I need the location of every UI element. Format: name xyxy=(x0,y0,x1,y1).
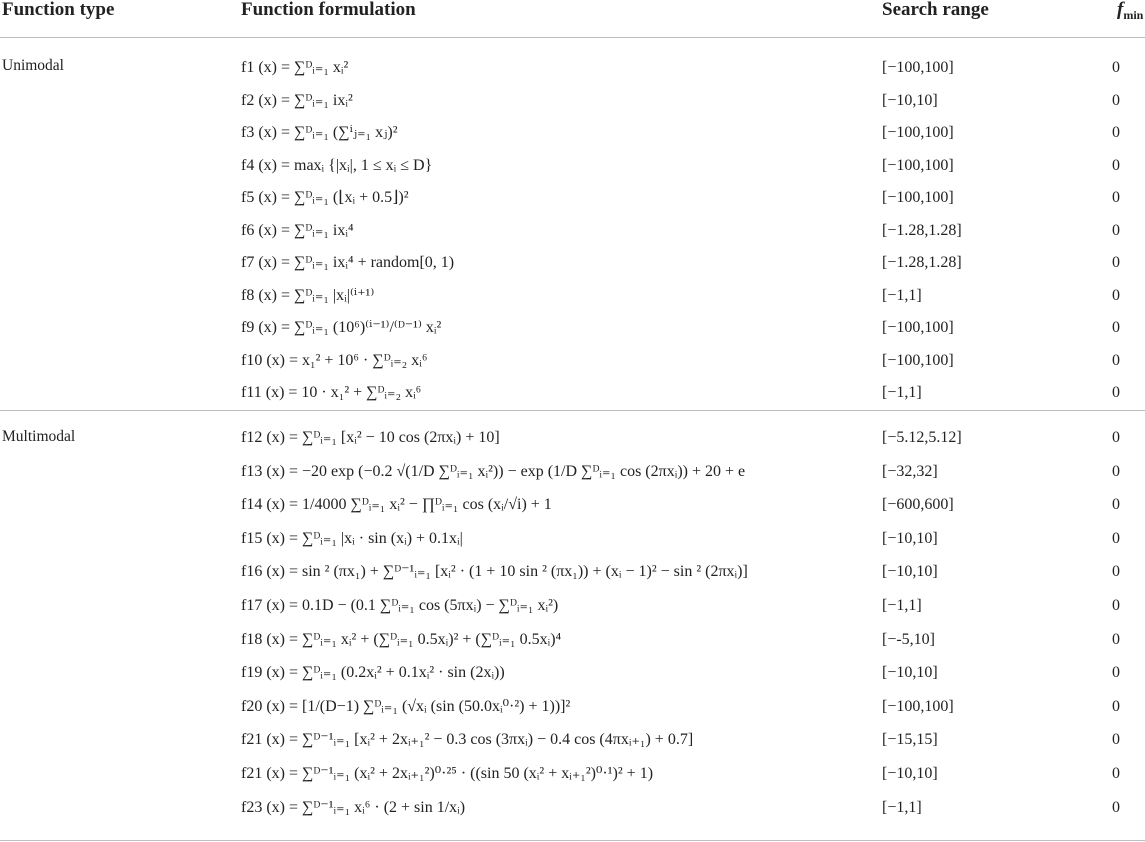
table-row xyxy=(0,798,1145,828)
search-range-cell: [−100,100] xyxy=(882,157,954,174)
formula-cell: f5 (x) = ∑ᴰᵢ₌₁ (⌊xᵢ + 0.5⌋)² xyxy=(241,189,409,206)
search-range-cell: [−5.12,5.12] xyxy=(882,429,962,446)
fmin-cell: 0 xyxy=(1112,429,1120,446)
fmin-cell: 0 xyxy=(1112,124,1120,141)
table-row xyxy=(0,123,1145,153)
fmin-cell: 0 xyxy=(1112,92,1120,109)
formula-cell: f23 (x) = ∑ᴰ⁻¹ᵢ₌₁ xᵢ⁶ · (2 + sin 1/xᵢ) xyxy=(241,799,466,816)
table-row xyxy=(0,495,1145,525)
formula-cell: f16 (x) = sin ² (πx₁) + ∑ᴰ⁻¹ᵢ₌₁ [xᵢ² · (1 + 10 sin ² (πx₁)) + (xᵢ − 1)² − sin ² (2πxᵢ)] xyxy=(241,563,748,580)
formula-cell: f1 (x) = ∑ᴰᵢ₌₁ xᵢ² xyxy=(241,59,349,76)
fmin-cell: 0 xyxy=(1112,765,1120,782)
search-range-cell: [−10,10] xyxy=(882,765,938,782)
formula-cell: f2 (x) = ∑ᴰᵢ₌₁ ixᵢ² xyxy=(241,92,353,109)
table-row xyxy=(0,428,1145,458)
fmin-cell: 0 xyxy=(1112,189,1120,206)
fmin-cell: 0 xyxy=(1112,319,1120,336)
table-row xyxy=(0,253,1145,283)
table-row xyxy=(0,596,1145,626)
search-range-cell: [−1,1] xyxy=(882,597,922,614)
formula-cell: f20 (x) = [1/(D−1) ∑ᴰᵢ₌₁ (√xᵢ (sin (50.0xᵢ⁰·²) + 1))]² xyxy=(241,698,571,715)
search-range-cell: [−15,15] xyxy=(882,731,938,748)
table-row xyxy=(0,663,1145,693)
search-range-cell: [−100,100] xyxy=(882,319,954,336)
search-range-cell: [−1,1] xyxy=(882,384,922,401)
search-range-cell: [−-5,10] xyxy=(882,631,936,648)
formula-cell: f13 (x) = −20 exp (−0.2 √(1/D ∑ᴰᵢ₌₁ xᵢ²)) − exp (1/D ∑ᴰᵢ₌₁ cos (2πxᵢ)) + 20 + e xyxy=(241,463,746,480)
header-rule xyxy=(0,37,1145,38)
formula-cell: f6 (x) = ∑ᴰᵢ₌₁ ixᵢ⁴ xyxy=(241,222,354,239)
fmin-cell: 0 xyxy=(1112,563,1120,580)
formula-cell: f4 (x) = maxᵢ {|xᵢ|, 1 ≤ xᵢ ≤ D} xyxy=(241,157,433,174)
table-row xyxy=(0,351,1145,381)
fmin-cell: 0 xyxy=(1112,157,1120,174)
fmin-cell: 0 xyxy=(1112,287,1120,304)
fmin-cell: 0 xyxy=(1112,222,1120,239)
table-row xyxy=(0,730,1145,760)
formula-cell: f15 (x) = ∑ᴰᵢ₌₁ |xᵢ · sin (xᵢ) + 0.1xᵢ| xyxy=(241,530,463,547)
formula-cell: f10 (x) = x₁² + 10⁶ · ∑ᴰᵢ₌₂ xᵢ⁶ xyxy=(241,352,428,369)
search-range-cell: [−600,600] xyxy=(882,496,954,513)
table-row xyxy=(0,462,1145,492)
search-range-cell: [−10,10] xyxy=(882,563,938,580)
search-range-cell: [−1,1] xyxy=(882,287,922,304)
search-range-cell: [−100,100] xyxy=(882,59,954,76)
fmin-cell: 0 xyxy=(1112,631,1120,648)
fmin-cell: 0 xyxy=(1112,59,1120,76)
search-range-cell: [−100,100] xyxy=(882,124,954,141)
formula-cell: f9 (x) = ∑ᴰᵢ₌₁ (10⁶)⁽ⁱ⁻¹⁾/⁽ᴰ⁻¹⁾ xᵢ² xyxy=(241,319,442,336)
table-row xyxy=(0,383,1145,413)
bottom-rule xyxy=(0,840,1145,841)
fmin-cell: 0 xyxy=(1112,496,1120,513)
group-label-multimodal: Multimodal xyxy=(2,428,76,445)
table-row xyxy=(0,529,1145,559)
search-range-cell: [−1,1] xyxy=(882,799,922,816)
table-row xyxy=(0,188,1145,218)
search-range-cell: [−32,32] xyxy=(882,463,938,480)
fmin-cell: 0 xyxy=(1112,254,1120,271)
table-header xyxy=(0,0,1145,38)
table-row xyxy=(0,562,1145,592)
fmin-cell: 0 xyxy=(1112,664,1120,681)
fmin-cell: 0 xyxy=(1112,597,1120,614)
search-range-cell: [−100,100] xyxy=(882,189,954,206)
search-range-cell: [−10,10] xyxy=(882,664,938,681)
header-function-type: Function type xyxy=(2,0,115,20)
header-fmin-symbol: f xyxy=(1117,0,1124,20)
formula-cell: f12 (x) = ∑ᴰᵢ₌₁ [xᵢ² − 10 cos (2πxᵢ) + 10] xyxy=(241,429,500,446)
table-row xyxy=(0,58,1145,88)
table-row xyxy=(0,318,1145,348)
search-range-cell: [−100,100] xyxy=(882,698,954,715)
table-row xyxy=(0,764,1145,794)
fmin-cell: 0 xyxy=(1112,384,1120,401)
table-row xyxy=(0,221,1145,251)
fmin-cell: 0 xyxy=(1112,799,1120,816)
formula-cell: f17 (x) = 0.1D − (0.1 ∑ᴰᵢ₌₁ cos (5πxᵢ) − ∑ᴰᵢ₌₁ xᵢ²) xyxy=(241,597,559,614)
formula-cell: f21 (x) = ∑ᴰ⁻¹ᵢ₌₁ (xᵢ² + 2xᵢ₊₁²)⁰·²⁵ · ((sin 50 (xᵢ² + xᵢ₊₁²)⁰·¹)² + 1) xyxy=(241,765,654,782)
formula-cell: f11 (x) = 10 · x₁² + ∑ᴰᵢ₌₂ xᵢ⁶ xyxy=(241,384,422,401)
table-row xyxy=(0,697,1145,727)
fmin-cell: 0 xyxy=(1112,731,1120,748)
search-range-cell: [−10,10] xyxy=(882,92,938,109)
formula-cell: f21 (x) = ∑ᴰ⁻¹ᵢ₌₁ [xᵢ² + 2xᵢ₊₁² − 0.3 cos (3πxᵢ) − 0.4 cos (4πxᵢ₊₁) + 0.7] xyxy=(241,731,694,748)
fmin-cell: 0 xyxy=(1112,698,1120,715)
table-row xyxy=(0,156,1145,186)
formula-cell: f3 (x) = ∑ᴰᵢ₌₁ (∑ⁱⱼ₌₁ xⱼ)² xyxy=(241,124,398,141)
formula-cell: f14 (x) = 1/4000 ∑ᴰᵢ₌₁ xᵢ² − ∏ᴰᵢ₌₁ cos (xᵢ/√i) + 1 xyxy=(241,496,552,513)
formula-cell: f19 (x) = ∑ᴰᵢ₌₁ (0.2xᵢ² + 0.1xᵢ² · sin (2xᵢ)) xyxy=(241,664,505,681)
fmin-cell: 0 xyxy=(1112,352,1120,369)
formula-cell: f8 (x) = ∑ᴰᵢ₌₁ |xᵢ|⁽ⁱ⁺¹⁾ xyxy=(241,287,375,304)
table-row xyxy=(0,91,1145,121)
search-range-cell: [−10,10] xyxy=(882,530,938,547)
search-range-cell: [−1.28,1.28] xyxy=(882,254,962,271)
formula-cell: f7 (x) = ∑ᴰᵢ₌₁ ixᵢ⁴ + random[0, 1) xyxy=(241,254,455,271)
fmin-cell: 0 xyxy=(1112,530,1120,547)
fmin-cell: 0 xyxy=(1112,463,1120,480)
header-fmin xyxy=(1117,0,1143,25)
search-range-cell: [−1.28,1.28] xyxy=(882,222,962,239)
header-function-formulation: Function formulation xyxy=(241,0,416,20)
table-row xyxy=(0,630,1145,660)
group-label-unimodal: Unimodal xyxy=(2,57,64,74)
formula-cell: f18 (x) = ∑ᴰᵢ₌₁ xᵢ² + (∑ᴰᵢ₌₁ 0.5xᵢ)² + (∑ᴰᵢ₌₁ 0.5xᵢ)⁴ xyxy=(241,631,562,648)
search-range-cell: [−100,100] xyxy=(882,352,954,369)
header-fmin-subscript: min xyxy=(1123,8,1144,22)
header-search-range: Search range xyxy=(882,0,989,20)
table-row xyxy=(0,286,1145,316)
